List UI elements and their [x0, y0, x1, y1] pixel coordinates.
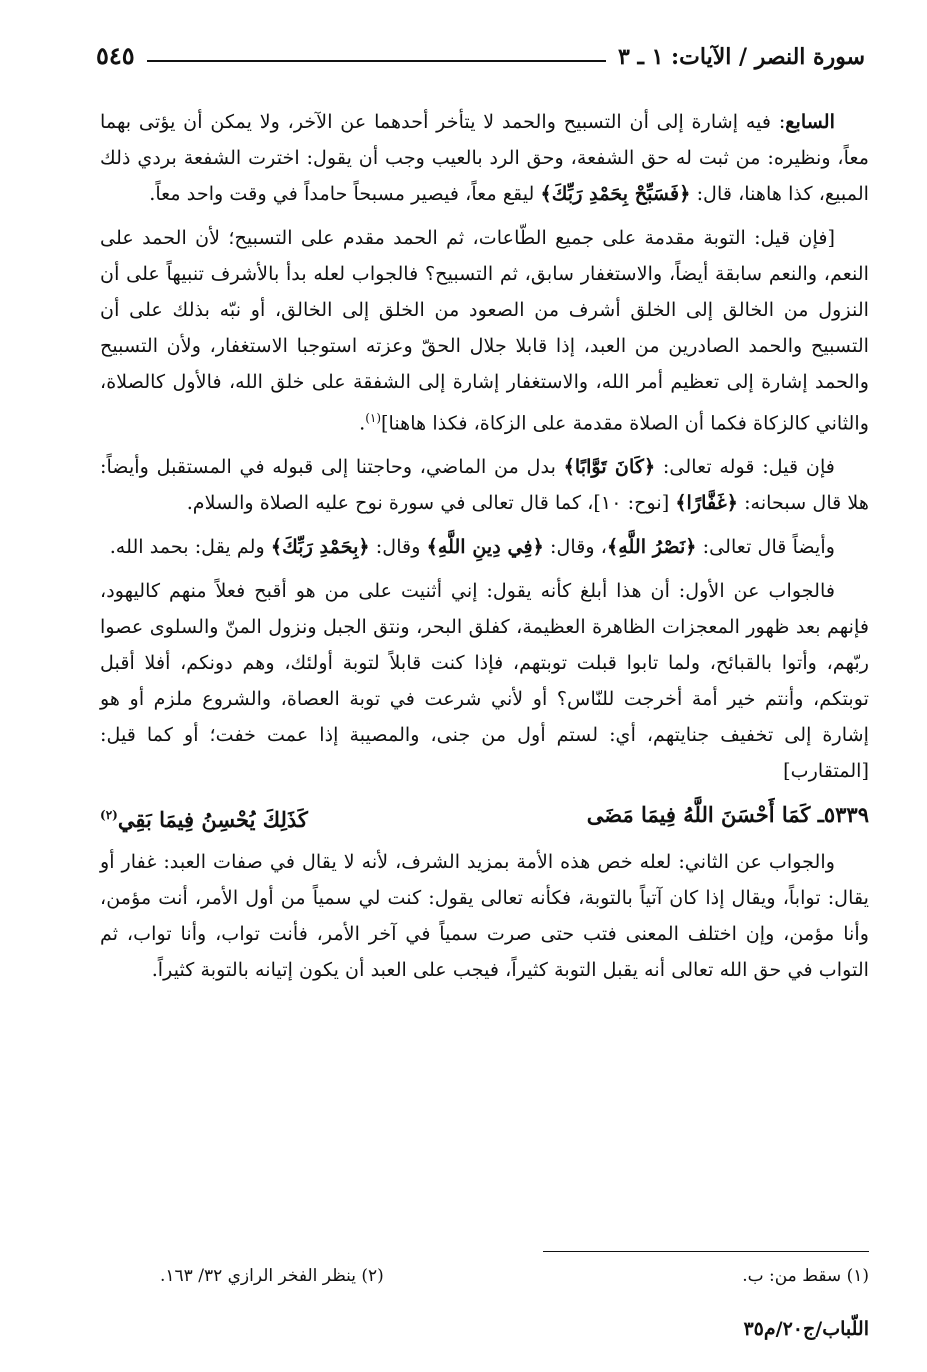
- footnote-1: (١) سقط من: ب.: [742, 1266, 869, 1286]
- text-segment: ليقع معاً، فيصير مسبحاً حامداً في وقت واحد معاً.: [149, 182, 541, 205]
- main-text: [100, 104, 869, 988]
- footnotes: [160, 1266, 869, 1286]
- text-segment: وأيضاً قال تعالى:: [696, 535, 835, 559]
- quran-quote: ﴿غَفَّارًا﴾: [675, 491, 738, 515]
- verse-first-hemistich: [587, 797, 869, 838]
- paragraph: [100, 573, 869, 789]
- verse-number: ٥٣٣٩: [823, 802, 869, 828]
- running-header: [96, 30, 865, 70]
- text-segment: : فيه إشارة إلى أن التسبيح والحمد لا يتأخر أحدهما عن الآخر، ولا يمكن أن يؤتى بهما معاً، ونظيره: من ثبت له حق الشفعة، وحق الرد بالعيب وجب أن يقول: اخترت الشفعة بردي ذلك المبيع، كذا هاهنا، قال:: [100, 110, 869, 205]
- paragraph: [100, 220, 869, 441]
- quran-quote: ﴿فَسَبِّحْ بِحَمْدِ رَبِّكَ﴾: [540, 182, 691, 205]
- paragraph: [100, 529, 869, 565]
- header-title: سورة النصر / الآيات: ١ ـ ٣: [617, 44, 865, 70]
- verse-footnote-mark: (٢): [100, 808, 118, 823]
- paragraph: [100, 449, 869, 521]
- text-segment: .: [359, 411, 366, 435]
- text-segment: وقال:: [369, 535, 427, 559]
- header-rule: [147, 60, 606, 62]
- text-segment: فإن قيل: قوله تعالى:: [655, 455, 835, 479]
- text-segment: ولم يقل: بحمد الله.: [109, 535, 271, 559]
- verse-left-text: كَذَلِكَ يُحْسِنُ فِيمَا بَقِي: [117, 807, 308, 833]
- text-segment: والجواب عن الثاني: لعله خص هذه الأمة بمزيد الشرف، لأنه لا يقال في صفات العبد: غفار أو يقال: تواباً، ويقال إذا كان آتياً بالتوبة، فكأنه تعالى يقول: كنت لي سمياً من أول الأمر، أنت مؤمن، وأنا مؤمن، وإن اختلف المعنى فتب حتى صرت سمياً في آخر الأمر، فأنت تواب، وأنا تواب، ثم التواب في حق الله تعالى أنه يقبل التوبة كثيراً، فيجب على العبد أن يكون إتيانه بالتوبة كثيراً.: [100, 850, 870, 982]
- paragraphs-after-verse: [100, 844, 869, 988]
- quran-quote: ﴿فِي دِينِ اللَّهِ﴾: [426, 535, 544, 559]
- verse-right-text: ـ كَمَا أَحْسَنَ اللَّهُ فِيمَا مَضَى: [586, 802, 824, 828]
- quran-quote: ﴿بِحَمْدِ رَبِّكَ﴾: [270, 535, 370, 559]
- paragraph: [100, 104, 869, 212]
- verse-second-hemistich: [100, 797, 308, 838]
- footnote-ref: (١): [365, 411, 382, 425]
- page-number: ٥٤٥: [96, 41, 135, 70]
- paragraphs-before-verse: [100, 104, 869, 789]
- poetry-verse: [100, 797, 869, 838]
- signature-mark: اللّباب/ج٢٠/م٣٥: [743, 1318, 869, 1340]
- text-segment: فالجواب عن الأول: أن هذا أبلغ كأنه يقول: إني أثنيت على من هو أقبح فعلاً منهم كاليهود، فإنهم بعد ظهور المعجزات الظاهرة العظيمة، كفلق البحر، ونتق الجبل ونزول المنّ والسلوى عصوا ربّهم، وأتوا بالقبائح، ولما تابوا قبلت توبتهم، فإذا كنت قابلاً لتوبة أولئك، وهم دونكم، أفلا أقبل توبتكم، وأنتم خير أمة أخرجت للنّاس؟ أو لأني شرعت في توبة العصاة، والشروع ملزم أو هو إشارة إلى تخفيف جنايتهم، أي: لستم أول من جنى، والمصيبة إذا عمت خفت؛ أو كما قيل: [المتقارب]: [100, 579, 869, 783]
- text-segment: بدل من الماضي، وحاجتنا إلى قبوله في المستقبل وأيضاً: هلا قال سبحانه:: [100, 455, 869, 515]
- text-segment: السابع: [785, 110, 835, 133]
- text-segment: [فإن قيل: التوبة مقدمة على جميع الطّاعات، ثم الحمد مقدم على التسبيح؛ لأن الحمد على النعم، والنعم سابقة أيضاً، والاستغفار سابق، ثم التسبيح؟ فالجواب لعله بدأ بالأشرف تنبيهاً على أن النزول من الخالق إلى الخلق أشرف من الصعود من الخلق إلى الخالق، أو نبّه بذلك على أن التسبيح والحمد الصادرين من العبد، إذا قابلا جلال الحقّ وعزته استوجبا الاستغفار، ولأن التسبيح والحمد إشارة إلى تعظيم أمر الله، والاستغفار إشارة إلى الشفقة على خلق الله، فالأول كالصلاة، والثاني كالزكاة فكما أن الصلاة مقدمة على الزكاة، فكذا هاهنا]: [100, 226, 869, 435]
- footnote-2: (٢) ينظر الفخر الرازي ٣٢/ ١٦٣.: [160, 1266, 384, 1286]
- paragraph: [100, 844, 869, 988]
- footnote-separator: [543, 1251, 869, 1252]
- text-segment: ، وقال:: [543, 535, 607, 559]
- quran-quote: ﴿نَصْرُ اللَّهِ﴾: [607, 535, 697, 559]
- text-segment: [نوح: ١٠]، كما قال تعالى في سورة نوح عليه الصلاة والسلام.: [186, 491, 676, 515]
- quran-quote: ﴿كَانَ تَوَّابًا﴾: [563, 455, 656, 479]
